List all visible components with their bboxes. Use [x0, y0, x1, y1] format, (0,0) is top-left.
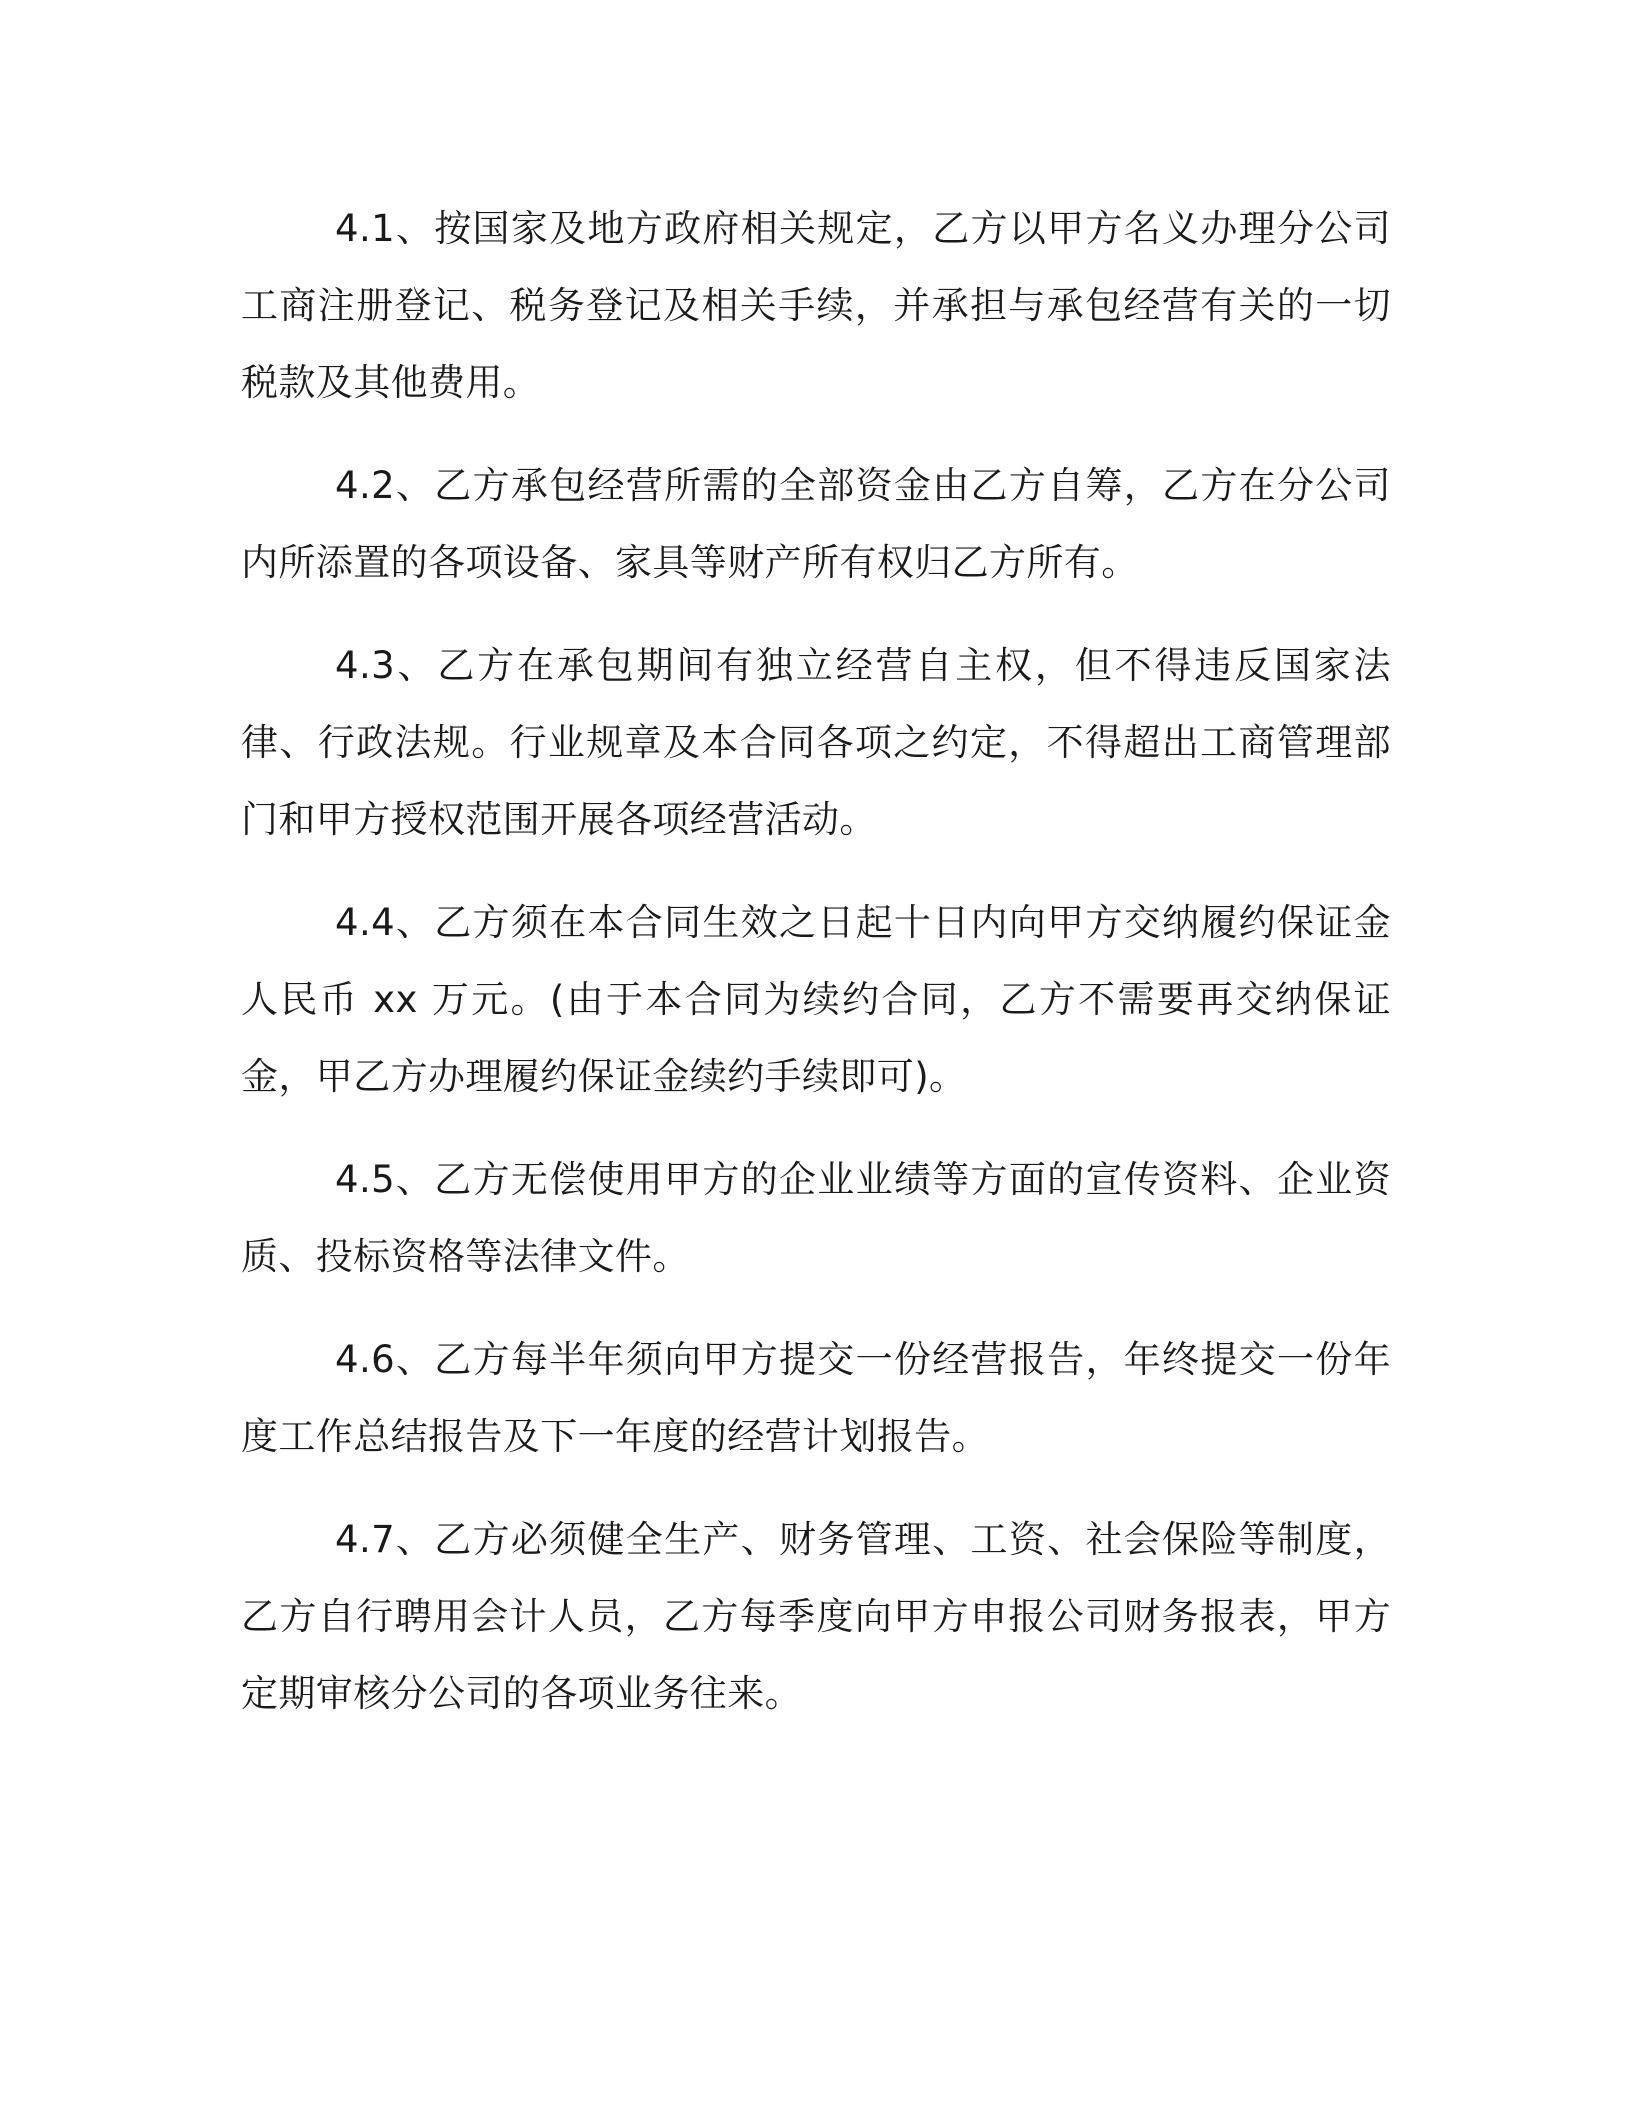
clause-4-4: 4.4、乙方须在本合同生效之日起十日内向甲方交纳履约保证金人民币 xx 万元。(由于本合同为续约合同，乙方不需要再交纳保证金，甲乙方办理履约保证金续约手续即可)。 — [241, 901, 1391, 1098]
clause-4-5: 4.5、乙方无偿使用甲方的企业业绩等方面的宣传资料、企业资质、投标资格等法律文件。 — [241, 1158, 1391, 1278]
clause-4-1: 4.1、按国家及地方政府相关规定，乙方以甲方名义办理分公司工商注册登记、税务登记及相关手续，并承担与承包经营有关的一切税款及其他费用。 — [241, 207, 1391, 404]
clause-4-3: 4.3、乙方在承包期间有独立经营自主权，但不得违反国家法律、行政法规。行业规章及本合同各项之约定，不得超出工商管理部门和甲方授权范围开展各项经营活动。 — [241, 644, 1391, 841]
clause-4-6: 4.6、乙方每半年须向甲方提交一份经营报告，年终提交一份年度工作总结报告及下一年度的经营计划报告。 — [241, 1338, 1391, 1458]
clause-4-7: 4.7、乙方必须健全生产、财务管理、工资、社会保险等制度，乙方自行聘用会计人员，乙方每季度向甲方申报公司财务报表，甲方定期审核分公司的各项业务往来。 — [241, 1518, 1391, 1715]
clause-list — [241, 190, 1391, 1732]
clause-4-2: 4.2、乙方承包经营所需的全部资金由乙方自筹，乙方在分公司内所添置的各项设备、家具等财产所有权归乙方所有。 — [241, 464, 1391, 584]
